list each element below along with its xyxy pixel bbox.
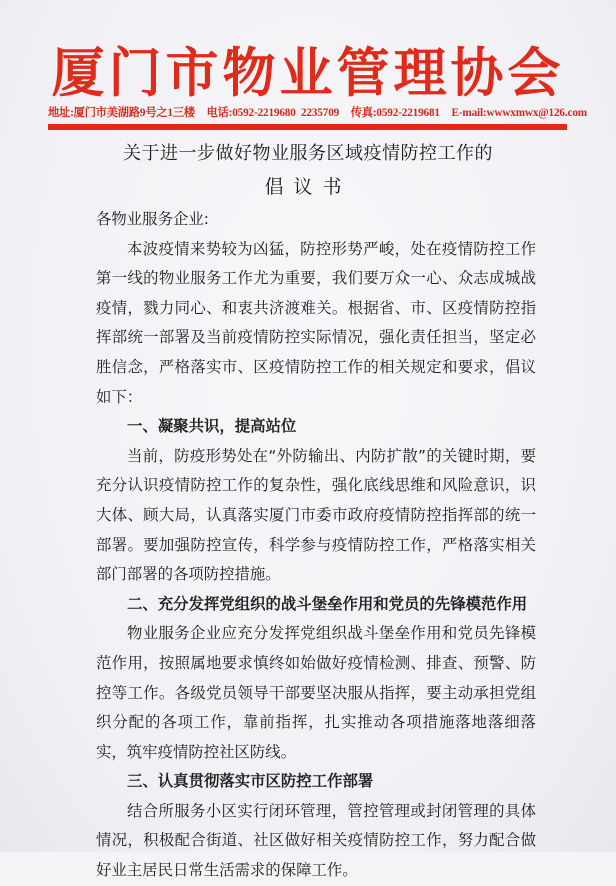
organization-masthead: 厦门市物业管理协会 xyxy=(51,42,565,104)
document-title-line-1: 关于进一步做好物业服务区域疫情防控工作的 xyxy=(123,143,493,164)
section-1-body: 当前，防疫形势处在“外防输出、内防扩散”的关键时期，要充分认识疫情防控工作的复杂性，强化底线思维和风险意识，识大体、顾大局，认真落实厦门市委市政府疫情防控指挥部的统一部署。要加强防控宣传，科学参与疫情防控工作，严格落实相关部门部署的各项防控措施。 xyxy=(96,446,536,584)
salutation: 各物业服务企业: xyxy=(96,210,209,228)
section-2-body: 物业服务企业应充分发挥党组织战斗堡垒作用和党员先锋模范作用，按照属地要求慎终如始做好疫情检测、排查、预警、防控等工作。各级党员领导干部要坚决服从指挥，要主动承担党组织分配的各项工作，靠前指挥，扎实推动各项措施落地落细落实，筑牢疫情防控社区防线。 xyxy=(96,624,536,761)
document-body xyxy=(96,205,536,886)
email-text: E-mail:wwwxmwx@126.com xyxy=(451,107,587,119)
fax-text: 传真:0592-2219681 xyxy=(350,107,440,119)
section-3-heading: 三、认真贯彻落实市区防控工作部署 xyxy=(127,772,374,791)
section-2-heading: 二、充分发挥党组织的战斗堡垒作用和党员的先锋模范作用 xyxy=(127,594,528,613)
red-divider xyxy=(48,124,567,130)
document-title-line-2: 倡议书 xyxy=(264,176,352,198)
section-1-heading: 一、凝聚共识，提高站位 xyxy=(127,417,297,436)
address-text: 地址:厦门市美湖路9号之1三楼 xyxy=(48,107,195,119)
section-3-body: 结合所服务小区实行闭环管理，管控管理或封闭管理的具体情况，积极配合街道、社区做好相关疫情防控工作，努力配合做好业主居民日常生活需求的保障工作。 xyxy=(96,801,536,880)
intro-paragraph: 本波疫情来势较为凶猛，防控形势严峻，处在疫情防控工作第一线的物业服务工作尤为重要，我们要万众一心、众志成城战疫情，戮力同心、和衷共济渡难关。根据省、市、区疫情防控指挥部统一部署及当前疫情防控实际情况，强化责任担当，坚定必胜信念，严格落实市、区疫情防控工作的相关规定和要求，倡议如下： xyxy=(96,239,536,406)
phone-text: 电话:0592-2219680 2235709 xyxy=(206,107,340,119)
contact-line xyxy=(48,106,587,121)
